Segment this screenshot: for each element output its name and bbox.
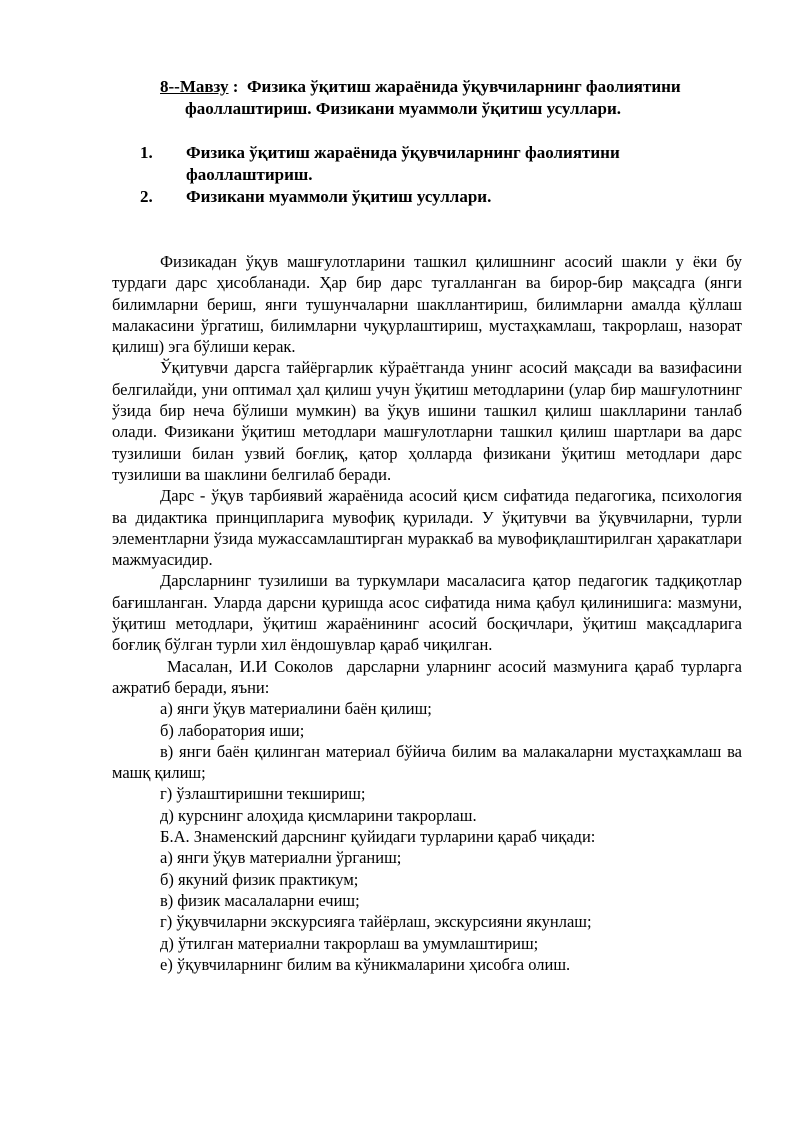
- list-item: а) янги ўқув материалини баён қилиш;: [160, 699, 432, 719]
- topic-title: [160, 76, 750, 120]
- list-item: в) физик масалаларни ечиш;: [160, 890, 360, 910]
- list-item: е) ўқувчиларнинг билим ва кўникмаларини ҳисобга олиш.: [160, 954, 571, 974]
- plan-item-text: Физикани муаммоли ўқитиш усуллари.: [186, 187, 492, 206]
- paragraph-5: Масалан, И.И Соколов дарсларни уларнинг асосий мазмунига қараб турларга ажратиб беради, яъни:: [112, 656, 747, 697]
- plan-item-2: [140, 186, 740, 208]
- paragraph-3: Дарс - ўқув тарбиявий жараёнида асосий қисм сифатида педагогика, психология ва дидактика принципларига мувофиқ қурилади. У ўқитувчи ва ўқувчиларни, турли элементларни ўзида мужассамлаштирган мураккаб ва мувофиқлаштирилган ҳаракатлари мажмуасидир.: [112, 486, 742, 570]
- plan-item-number: 2.: [140, 187, 153, 206]
- paragraph-1: Физикадан ўқув машғулотларини ташкил қилишнинг асосий шакли у ёки бу турдаги дарс ҳисобланади. Ҳар бир дарс тугалланган ва бирор-бир мақсадга (янги билимларни бериш, янги тушунчаларни шакллантириш, билимларни амалда қўллаш малакасини ўргатиш, билимларни чуқурлаштириш, мустаҳкамлаш, такрорлаш, назорат қилиш) эга бўлиши керак.: [112, 252, 742, 357]
- plan-item-number: 1.: [140, 143, 153, 162]
- topic-title-line-1: [160, 76, 750, 98]
- topic-title-line-2: фаоллаштириш. Физикани муаммоли ўқитиш усуллари.: [185, 99, 622, 118]
- paragraph-4: Дарсларнинг тузилиши ва туркумлари масаласига қатор педагогик тадқиқотлар бағишланган. Уларда дарсни қуришда асос сифатида нима қабул қилинишига: мазмуни, ўқитиш методлари, ўқитиш жараёнининг асосий босқичлари, ўқитиш мақсадларига боғлиқ бўлган турли хил ёндошувлар қараб чиқилган.: [112, 571, 742, 655]
- plan-item-1: [140, 142, 740, 186]
- topic-number: 8--Мавзу: [160, 77, 229, 96]
- list-item: г) ўзлаштиришни текшириш;: [160, 784, 366, 804]
- list-item: д) курснинг алоҳида қисмларини такрорлаш.: [160, 805, 477, 825]
- body-text: [112, 251, 747, 975]
- list-item: б) якуний физик практикум;: [160, 869, 359, 889]
- list-item: б) лаборатория иши;: [160, 720, 305, 740]
- list-item: д) ўтилган материални такрорлаш ва умумлаштириш;: [160, 933, 539, 953]
- topic-title-text-1: Физика ўқитиш жараёнида ўқувчиларнинг фаолиятини: [246, 77, 681, 96]
- znamensky-intro: Б.А. Знаменский дарснинг қуйидаги турларини қараб чиқади:: [160, 827, 596, 847]
- list-item: в) янги баён қилинган материал бўйича билим ва малакаларни мустаҳкамлаш ва машқ қилиш;: [112, 741, 742, 783]
- plan-item-text-cont: фаоллаштириш.: [186, 165, 313, 184]
- paragraph-2: Ўқитувчи дарсга тайёргарлик кўраётганда унинг асосий мақсади ва вазифасини белгилайди, уни оптимал ҳал қилиш учун ўқитиш методларини (улар бир машғулотнинг ўзида бир неча бўлиши мумкин) ва ўқув ишини ташкил қилиш шаклларини танлаб олади. Физикани ўқитиш методлари машғулотларни ташкил қилиш шартлари ва дарс тузилиши билан узвий боғлиқ, қатор ҳолларда физикани ўқитиш методлари дарс тузилиши ва шаклини белгилаб беради.: [112, 358, 742, 484]
- list-item: а) янги ўқув материални ўрганиш;: [160, 848, 402, 868]
- topic-separator: :: [228, 77, 247, 96]
- plan-item-text: Физика ўқитиш жараёнида ўқувчиларнинг фаолиятини: [186, 143, 620, 162]
- list-item: г) ўқувчиларни экскурсияга тайёрлаш, экскурсияни якунлаш;: [160, 912, 592, 932]
- plan-list: [140, 142, 740, 208]
